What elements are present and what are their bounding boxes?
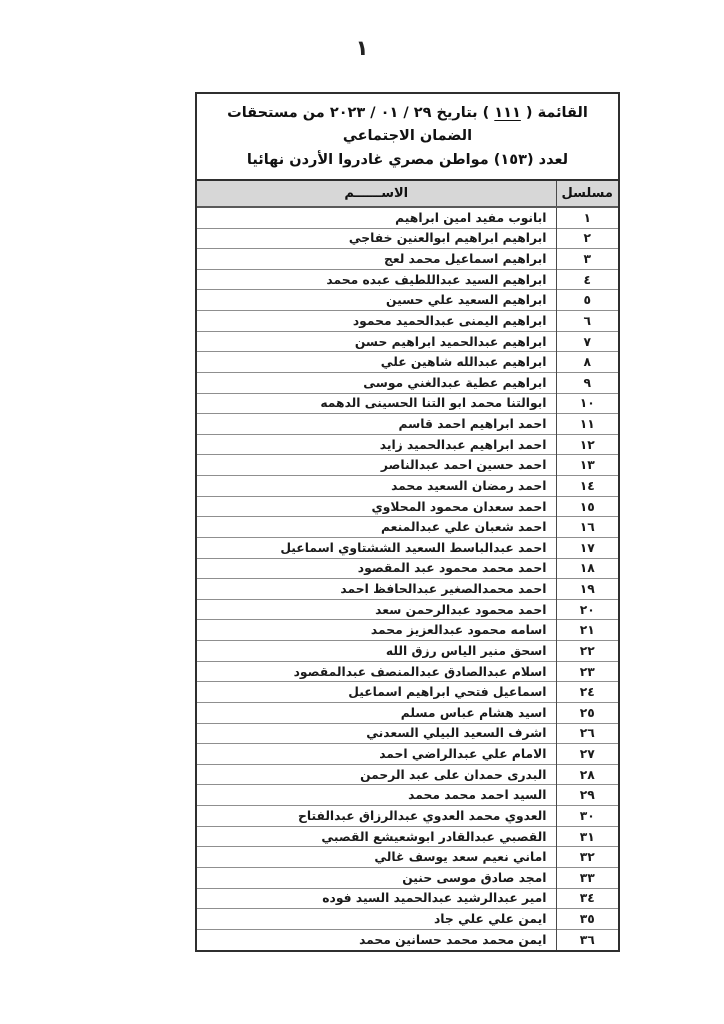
table-row [197, 311, 618, 332]
row-serial: ٤ [556, 269, 618, 290]
row-name: اسيد هشام عباس مسلم [197, 702, 556, 723]
document-table [195, 92, 620, 952]
names-table [197, 181, 618, 950]
column-header-name: الاســــــم [197, 181, 556, 207]
table-row [197, 331, 618, 352]
row-name: ابراهيم عبدالله شاهين علي [197, 352, 556, 373]
row-name: امجد صادق موسى حنين [197, 867, 556, 888]
table-row [197, 764, 618, 785]
table-header [197, 181, 618, 207]
row-serial: ٣١ [556, 826, 618, 847]
row-serial: ١١ [556, 414, 618, 435]
row-serial: ٢٦ [556, 723, 618, 744]
table-row [197, 641, 618, 662]
row-serial: ٨ [556, 352, 618, 373]
row-name: البدرى حمدان على عبد الرحمن [197, 764, 556, 785]
title-suffix: ) بتاريخ ٢٩ / ٠١ / ٢٠٢٣ من مستحقات الضمان الاجتماعي [227, 105, 495, 145]
table-row [197, 352, 618, 373]
table-row [197, 867, 618, 888]
table-row [197, 207, 618, 228]
table-row [197, 744, 618, 765]
row-name: احمد سعدان محمود المحلاوي [197, 496, 556, 517]
row-name: احمد محمدالصغير عبدالحافظ احمد [197, 579, 556, 600]
row-name: ابراهيم السيد عبداللطيف عبده محمد [197, 269, 556, 290]
table-row [197, 682, 618, 703]
row-name: احمد رمضان السعيد محمد [197, 476, 556, 497]
row-serial: ٢٨ [556, 764, 618, 785]
row-serial: ٩ [556, 372, 618, 393]
row-serial: ٣٤ [556, 888, 618, 909]
table-row [197, 517, 618, 538]
row-serial: ١٠ [556, 393, 618, 414]
row-serial: ٢٥ [556, 702, 618, 723]
page-number: ١ [355, 36, 369, 60]
table-row [197, 909, 618, 930]
row-name: الامام علي عبدالراضي احمد [197, 744, 556, 765]
row-serial: ١٦ [556, 517, 618, 538]
column-header-serial: مسلسل [556, 181, 618, 207]
row-serial: ٥ [556, 290, 618, 311]
table-row [197, 414, 618, 435]
row-serial: ١ [556, 207, 618, 228]
row-serial: ٢٧ [556, 744, 618, 765]
table-row [197, 929, 618, 950]
row-name: اسامه محمود عبدالعزيز محمد [197, 620, 556, 641]
row-name: ايمن علي علي جاد [197, 909, 556, 930]
table-row [197, 702, 618, 723]
row-name: احمد ابراهيم احمد قاسم [197, 414, 556, 435]
row-name: اسلام عبدالصادق عبدالمنصف عبدالمقصود [197, 661, 556, 682]
table-row [197, 290, 618, 311]
table-row [197, 826, 618, 847]
row-serial: ٣٠ [556, 806, 618, 827]
row-serial: ٣٣ [556, 867, 618, 888]
table-row [197, 888, 618, 909]
table-row [197, 579, 618, 600]
row-name: ابراهيم اليمنى عبدالحميد محمود [197, 311, 556, 332]
row-serial: ٣ [556, 249, 618, 270]
row-serial: ٢٣ [556, 661, 618, 682]
row-name: احمد عبدالباسط السعيد الششتاوي اسماعيل [197, 537, 556, 558]
table-row [197, 620, 618, 641]
row-name: احمد حسين احمد عبدالناصر [197, 455, 556, 476]
table-row [197, 455, 618, 476]
row-name: ابراهيم اسماعيل محمد لعج [197, 249, 556, 270]
row-name: ابراهيم عطية عبدالغني موسى [197, 372, 556, 393]
row-serial: ٢٢ [556, 641, 618, 662]
row-name: احمد محمد محمود عبد المقصود [197, 558, 556, 579]
row-name: احمد محمود عبدالرحمن سعد [197, 599, 556, 620]
row-serial: ٢٤ [556, 682, 618, 703]
row-name: احمد ابراهيم عبدالحميد زايد [197, 434, 556, 455]
list-number: ١١١ [494, 105, 521, 121]
table-row [197, 228, 618, 249]
row-name: ابراهيم السعيد علي حسين [197, 290, 556, 311]
row-name: ابوالتنا محمد ابو التنا الحسينى الدهمه [197, 393, 556, 414]
row-name: ايمن محمد محمد حسانين محمد [197, 929, 556, 950]
row-serial: ٧ [556, 331, 618, 352]
title-line2: لعدد (١٥٣) مواطن مصري غادروا الأردن نهائيا [246, 151, 569, 168]
table-row [197, 269, 618, 290]
row-serial: ٣٢ [556, 847, 618, 868]
row-serial: ١٧ [556, 537, 618, 558]
table-row [197, 372, 618, 393]
row-serial: ٣٦ [556, 929, 618, 950]
row-serial: ١٥ [556, 496, 618, 517]
table-row [197, 785, 618, 806]
row-serial: ٢٠ [556, 599, 618, 620]
row-serial: ٦ [556, 311, 618, 332]
table-row [197, 476, 618, 497]
row-serial: ١٨ [556, 558, 618, 579]
table-row [197, 599, 618, 620]
table-title [197, 94, 618, 181]
table-row [197, 496, 618, 517]
row-name: السيد احمد محمد محمد [197, 785, 556, 806]
title-prefix: القائمة ( [520, 105, 588, 121]
row-serial: ٢١ [556, 620, 618, 641]
row-name: اسحق منير الياس رزق الله [197, 641, 556, 662]
row-name: القصبي عبدالقادر ابوشعيشع القصبي [197, 826, 556, 847]
row-name: ابانوب مفيد امين ابراهيم [395, 211, 547, 226]
row-name: اسماعيل فتحي ابراهيم اسماعيل [197, 682, 556, 703]
row-name: اشرف السعيد البيلي السعدني [197, 723, 556, 744]
row-name: العدوي محمد العدوي عبدالرزاق عبدالفتاح [197, 806, 556, 827]
table-row [197, 558, 618, 579]
row-serial: ١٩ [556, 579, 618, 600]
row-serial: ١٣ [556, 455, 618, 476]
row-serial: ٣٥ [556, 909, 618, 930]
table-row [197, 434, 618, 455]
row-name: امير عبدالرشيد عبدالحميد السيد فوده [197, 888, 556, 909]
row-serial: ٢ [556, 228, 618, 249]
row-name: ابراهيم عبدالحميد ابراهيم حسن [197, 331, 556, 352]
row-serial: ٢٩ [556, 785, 618, 806]
row-serial: ١٤ [556, 476, 618, 497]
row-name: اماني نعيم سعد يوسف غالي [197, 847, 556, 868]
table-row [197, 393, 618, 414]
table-row [197, 723, 618, 744]
table-body [197, 207, 618, 950]
table-row [197, 806, 618, 827]
table-row [197, 661, 618, 682]
table-row [197, 537, 618, 558]
table-row [197, 249, 618, 270]
row-serial: ١٢ [556, 434, 618, 455]
header-row [197, 181, 618, 207]
table-row [197, 847, 618, 868]
row-name: احمد شعبان علي عبدالمنعم [197, 517, 556, 538]
row-name: ابراهيم ابراهيم ابوالعنين خفاجي [197, 228, 556, 249]
